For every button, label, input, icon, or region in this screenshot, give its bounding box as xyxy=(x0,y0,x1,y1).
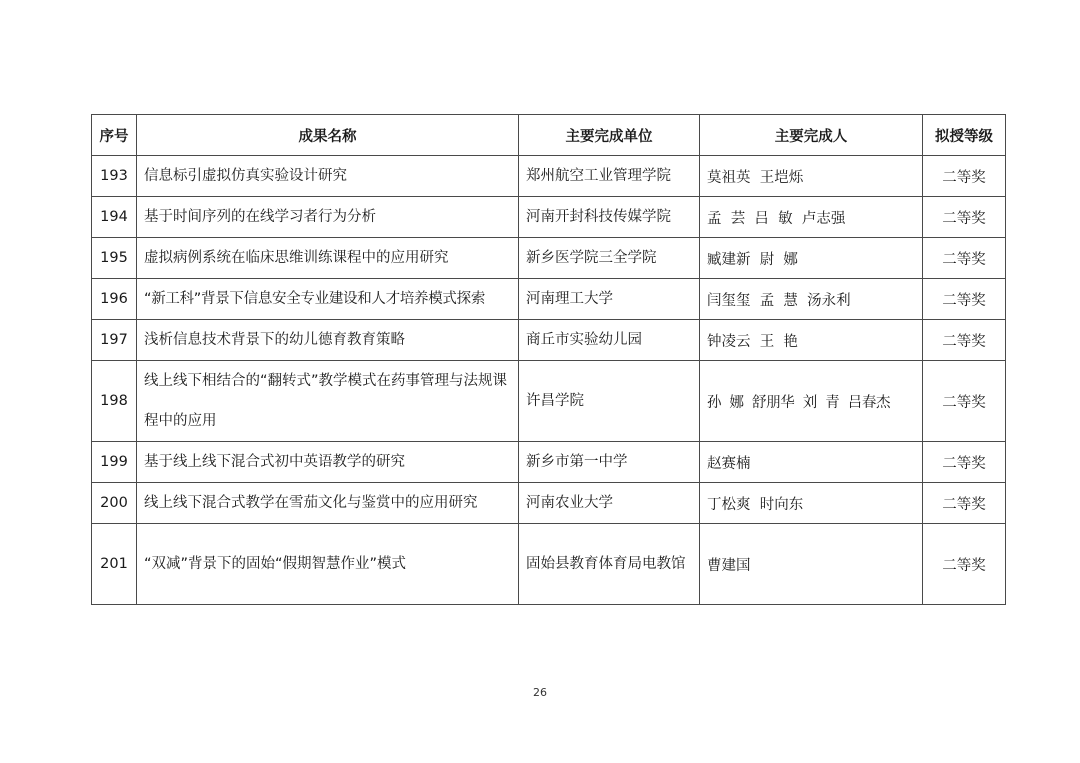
header-number: 序号 xyxy=(92,115,137,156)
header-grade: 拟授等级 xyxy=(923,115,1006,156)
row-people: 孟 芸 吕 敏 卢志强 xyxy=(700,197,923,238)
row-number: 193 xyxy=(92,156,137,197)
row-title: 基于时间序列的在线学习者行为分析 xyxy=(137,197,519,238)
row-people: 曹建国 xyxy=(700,524,923,605)
row-grade: 二等奖 xyxy=(923,524,1006,605)
row-number: 198 xyxy=(92,361,137,442)
table-row xyxy=(92,442,1006,483)
table-row xyxy=(92,483,1006,524)
row-people: 赵赛楠 xyxy=(700,442,923,483)
row-unit: 河南农业大学 xyxy=(519,483,700,524)
row-grade: 二等奖 xyxy=(923,442,1006,483)
row-people: 钟凌云 王 艳 xyxy=(700,320,923,361)
row-grade: 二等奖 xyxy=(923,238,1006,279)
table-row xyxy=(92,361,1006,442)
awards-table xyxy=(91,114,1006,605)
table-row xyxy=(92,320,1006,361)
table-row xyxy=(92,197,1006,238)
row-unit: 新乡医学院三全学院 xyxy=(519,238,700,279)
row-grade: 二等奖 xyxy=(923,483,1006,524)
page-number: 26 xyxy=(533,686,547,699)
table-row xyxy=(92,524,1006,605)
table-header-row xyxy=(92,115,1006,156)
row-people: 臧建新 尉 娜 xyxy=(700,238,923,279)
row-unit: 河南开封科技传媒学院 xyxy=(519,197,700,238)
row-unit: 许昌学院 xyxy=(519,361,700,442)
table-row xyxy=(92,279,1006,320)
table-row xyxy=(92,156,1006,197)
row-number: 199 xyxy=(92,442,137,483)
row-number: 200 xyxy=(92,483,137,524)
header-people: 主要完成人 xyxy=(700,115,923,156)
row-title: 信息标引虚拟仿真实验设计研究 xyxy=(137,156,519,197)
row-unit: 郑州航空工业管理学院 xyxy=(519,156,700,197)
row-number: 201 xyxy=(92,524,137,605)
row-unit: 河南理工大学 xyxy=(519,279,700,320)
row-unit: 固始县教育体育局电教馆 xyxy=(519,524,700,605)
row-title: 虚拟病例系统在临床思维训练课程中的应用研究 xyxy=(137,238,519,279)
row-grade: 二等奖 xyxy=(923,361,1006,442)
row-grade: 二等奖 xyxy=(923,156,1006,197)
row-number: 197 xyxy=(92,320,137,361)
row-people: 闫玺玺 孟 慧 汤永利 xyxy=(700,279,923,320)
row-people: 莫祖英 王垲烁 xyxy=(700,156,923,197)
row-unit: 商丘市实验幼儿园 xyxy=(519,320,700,361)
row-number: 194 xyxy=(92,197,137,238)
row-people: 孙 娜 舒朋华 刘 青 吕春杰 xyxy=(700,361,923,442)
row-title: “双减”背景下的固始“假期智慧作业”模式 xyxy=(137,524,519,605)
row-number: 196 xyxy=(92,279,137,320)
table-row xyxy=(92,238,1006,279)
row-grade: 二等奖 xyxy=(923,197,1006,238)
row-title: 线上线下相结合的“翻转式”教学模式在药事管理与法规课程中的应用 xyxy=(137,361,519,442)
row-people: 丁松爽 时向东 xyxy=(700,483,923,524)
row-number: 195 xyxy=(92,238,137,279)
row-grade: 二等奖 xyxy=(923,320,1006,361)
row-title: 基于线上线下混合式初中英语教学的研究 xyxy=(137,442,519,483)
row-title: 浅析信息技术背景下的幼儿德育教育策略 xyxy=(137,320,519,361)
row-title: “新工科”背景下信息安全专业建设和人才培养模式探索 xyxy=(137,279,519,320)
row-unit: 新乡市第一中学 xyxy=(519,442,700,483)
row-title: 线上线下混合式教学在雪茄文化与鉴赏中的应用研究 xyxy=(137,483,519,524)
header-unit: 主要完成单位 xyxy=(519,115,700,156)
row-grade: 二等奖 xyxy=(923,279,1006,320)
header-title: 成果名称 xyxy=(137,115,519,156)
